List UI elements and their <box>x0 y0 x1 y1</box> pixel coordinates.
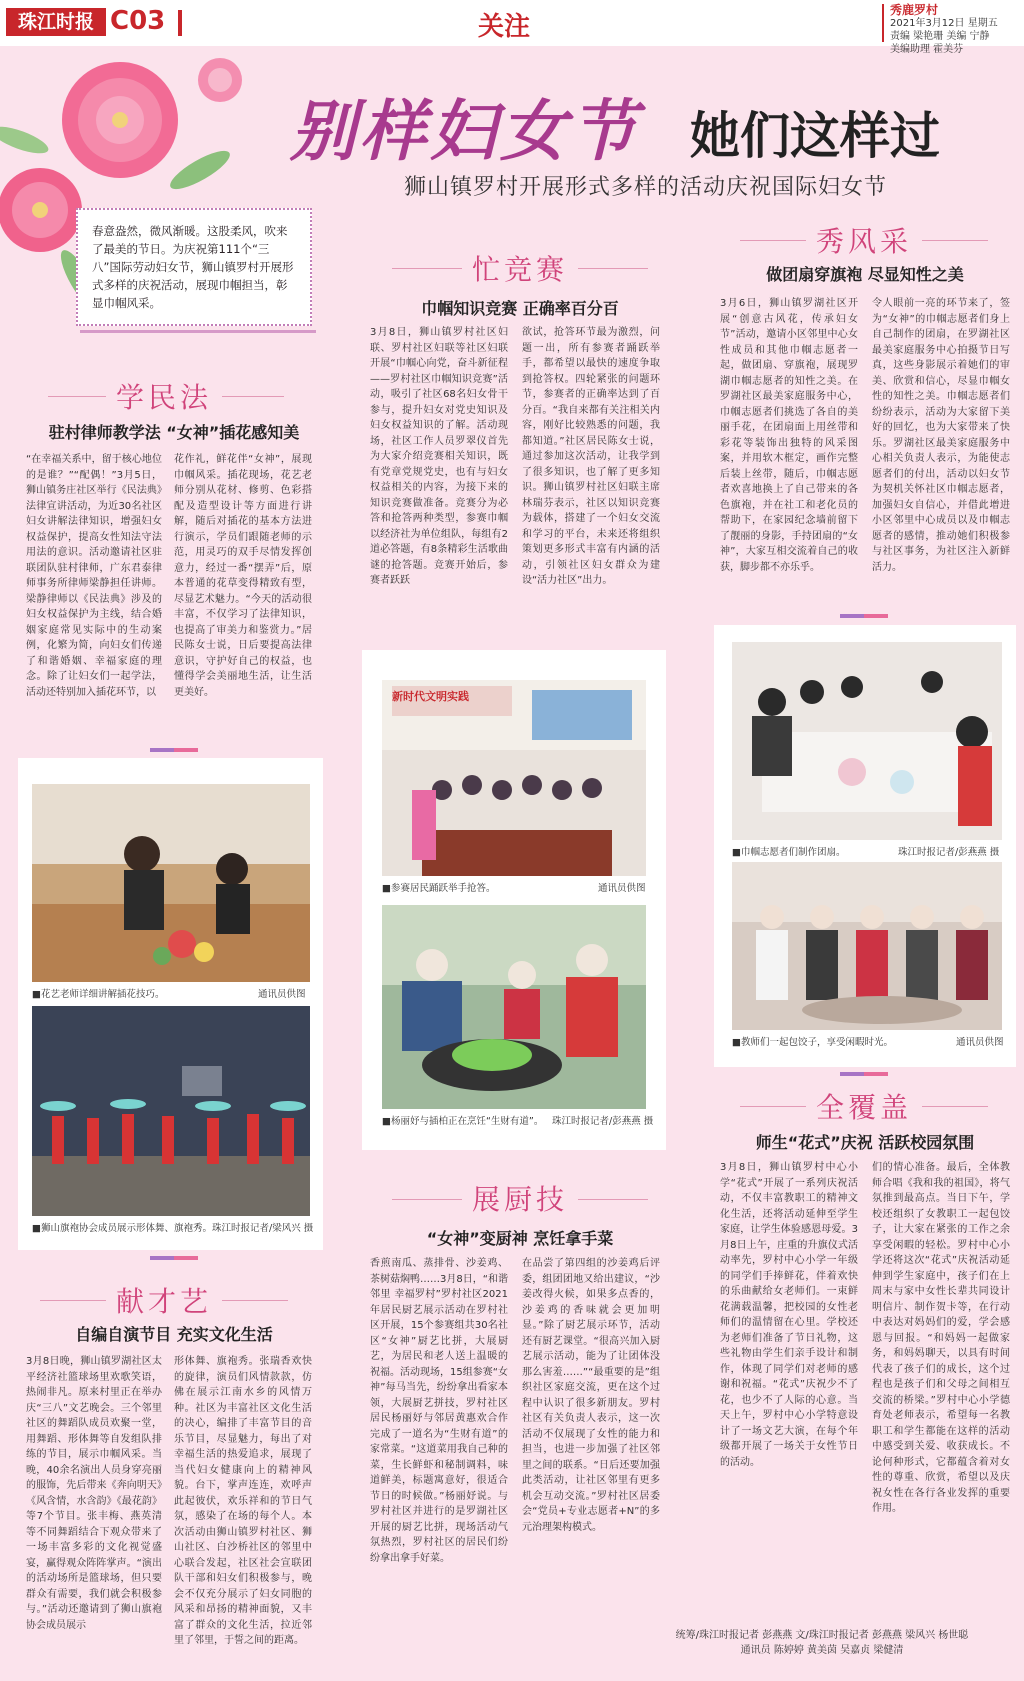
photo-caption: ■教师们一起包饺子，享受闲暇时光。 <box>732 1037 893 1048</box>
dumpling-photo <box>732 862 1002 1030</box>
photo-image <box>382 905 646 1109</box>
publish-date: 2021年3月12日 星期五 <box>890 18 998 29</box>
article-column: 3月6日，狮山镇罗湖社区开展“创意古风花，传承妇女节”活动，邀请小区邻里中心女性成员和其他巾帼志愿者一起，做团扇、穿旗袍，展现罗湖巾帼志愿者的知性之美。在罗湖社区最美家庭服务中心，巾帼志愿者们挑选了各自的美丽手花，在团扇面上用丝带和彩花等装饰出独特的风采图案，并用软木框定，画作完整后装上丝带，随后，巾帼志愿者欢喜地换上了自己带来的各色旗袍，并在社工和老化员的帮助下，在家园纪念墙前留下了靓丽的身影，手持团扇的“女神”，大家互相交流着自己的收获，脚步都不亦乐乎。 <box>720 298 858 573</box>
section-subtitle: 自编自演节目 充实文化生活 <box>75 1325 273 1344</box>
article-column: 形体舞、旗袍秀。张瑞香欢快的旋律，演员们风情款款，仿佛在展示江南水乡的风情万种。社区为丰富社区文化生活的决心，编排了丰富节目的音乐节目，尽显魅力，每出了对幸福生活的热爱追求，展现了当代妇女健康向上的精神风貌。台下，掌声连连，欢呼声此起彼伏，欢乐祥和的节日气氛，感染了在场的每个人。本次活动由狮山镇罗村社区、狮山社区、白沙桥社区的邻里中心联合发起，社区社会宣联团队干部和妇女们积极参与，晚会不仅充分展示了妇女同胞的风采和昂扬的精神面貌，又丰富了群众的文化生活，拉近邻里了邻里，于誓之间的距离。 <box>174 1356 312 1646</box>
title-rule <box>740 1106 806 1107</box>
article-column: 香煎南瓜、蒸排骨、沙姜鸡、茶树菇焖鸭……3月8日，“和谐邻里 幸福罗村”罗村社区2021年居民厨艺展示活动在罗村社区开展，15个参赛组共30名社区“女神”厨艺比拼，大展厨艺，为居民和老人送上温暖的祝福。活动现场，15组参赛“女神”每马当先，纷纷拿出看家本领，大展厨艺拼技，罗村社区居民杨丽妤与邻居黄惠欢合作完成了一道名为“生财有道”的家常菜。“这道菜用我自己种的菜，生长鲜虾和秘制调料，味道鲜美，标题寓意好，很适合节日的时候做。”杨丽妤说。与罗村社区并进行的是罗湖社区开展的厨艺比拼，现场活动气氛热烈，罗村社区的居民们纷纷拿出拿手好菜。 <box>370 1258 508 1564</box>
section-subtitle: 师生“花式”庆祝 活跃校园氛围 <box>755 1133 975 1152</box>
section-title: 学民法 <box>115 381 212 414</box>
page-credits <box>672 1628 972 1658</box>
photo-caption: ■狮山旗袍协会成员展示形体舞、旗袍秀。 <box>32 1223 212 1234</box>
credit-line: 通讯员 陈婷婷 黄美茵 吴嘉贞 梁健清 <box>740 1645 904 1656</box>
divider <box>882 4 884 42</box>
section-subtitle: 做团扇穿旗袍 尽显知性之美 <box>766 265 964 284</box>
editor-credit: 责编 梁艳珊 美编 宁静 <box>890 31 990 42</box>
flower-icon <box>198 58 242 102</box>
photo-credit: 珠江时报记者/彭燕燕 摄 <box>898 847 1000 858</box>
decorative-tag <box>150 748 198 752</box>
section-title: 献才艺 <box>115 1285 212 1318</box>
title-rule <box>740 240 806 241</box>
section-title: 展厨技 <box>471 1183 568 1216</box>
page-meta <box>890 4 998 56</box>
title-rule <box>222 396 284 397</box>
section-title: 秀风采 <box>815 225 912 258</box>
photo-image <box>32 784 310 982</box>
qipao-dance-photo <box>32 1006 310 1216</box>
section-title: 全覆盖 <box>815 1091 912 1124</box>
credit-line: 统筹/珠江时报记者 彭燕燕 文/珠江时报记者 彭燕燕 梁风兴 杨世聪 <box>675 1630 969 1641</box>
headline-sub: 她们这样过 <box>690 106 940 165</box>
title-rule <box>392 268 462 269</box>
article-column: “在幸福关系中，留于核心地位的是谁？”“配偶！”3月5日，狮山镇务庄社区举行《民法典》法律宣讲活动，为近30名社区妇女讲解法律知识，增强妇女权益保护，提高女性知法守法用法的意识。活动邀请社区驻联团队驻村律师，广东君泰律师事务所律师梁静担任讲师。梁静律师以《民法典》涉及的妇女权益保护为主线，结合婚姻家庭常见实际中的生动案例，化繁为简，向妇女们传递了和谐婚姻、幸福家庭的理念。除了让妇女们一起学法，活动还特别加入插花环节，以 <box>26 454 162 698</box>
divider <box>178 10 182 36</box>
photo-caption: ■参赛居民踊跃举手抢答。 <box>382 883 496 894</box>
section-subtitle: “女神”变厨神 烹饪拿手菜 <box>426 1229 614 1248</box>
decorative-tag <box>840 1072 888 1076</box>
article-column: 3月8日，狮山镇罗村中心小学“花式”开展了一系列庆祝活动，不仅丰富教职工的精神文化生活，还将活动延伸至学生家庭，让学生体验感恩母爱。3月8日上午，庄重的升旗仪式活动率先，罗村中心小学一年级的同学们手捧鲜花，伴着欢快的乐曲献给女老师们。一束鲜花满载温馨，把校园的女性老师们的温情留在心里。学校还为老师们准备了节日礼物，这些礼物由学生们亲手设计和制作，体现了同学们对老师的感谢和祝福。“花式”庆祝少不了花，也少不了人际的心意。当天上午，罗村中心小学特意设计了一场文艺大演，在每个年级都开展了一场关于女性节日的活动。 <box>720 1162 858 1468</box>
flower-arranging-photo <box>32 784 310 982</box>
section-label: 关注 <box>478 12 531 42</box>
photo-caption: ■巾帼志愿者们制作团扇。 <box>732 847 846 858</box>
article-column: 花作礼，鲜花伴“女神”，展现巾帼风采。插花现场，花艺老师分别从花材、修剪、色彩搭配及造型设计等方面进行讲解，随后对插花的基本方法进行演示，学员们跟随老师的示范，用灵巧的双手尽情发挥创意力，经过一番“摆弄”后，原本普通的花草变得精致有型，尽显艺术魅力。“今天的活动很丰富，不仅学习了法律知识，也提高了审美力和鉴赏力。”居民陈女士说，日后要提高法律意识，守护好自己的权益，也懂得学会美丽地生活，让生活更美好。 <box>174 454 312 698</box>
article-column: 3月8日，狮山镇罗村社区妇联、罗村社区妇联等社区妇联开展“巾帼心向党，奋斗新征程——罗村社区巾帼知识竞赛”活动，吸引了社区68名妇女骨干参与，提升妇女对党史知识及妇女权益知识的了解。活动现场，社区工作人员罗翠仪首先为大家介绍竞赛相关知识，既有党章党规党史，也有与妇女权益相关的内容，为接下来的知识竞赛做准备。竞赛分为必答和抢答两种类型，参赛巾帼以经济社为单位组队，每组有2道必答题，有8条精彩生活歌曲谜的抢答题。竞赛开始后，参赛者跃跃 <box>370 327 508 586</box>
photo-caption: ■杨丽妤与插柏正在烹饪“生财有道”。 <box>382 1116 544 1127</box>
title-rule <box>922 1106 988 1107</box>
decorative-tag <box>840 614 888 618</box>
flower-icon <box>62 62 178 178</box>
flower-icon <box>0 168 82 252</box>
photo-credit: 珠江时报记者/梁风兴 摄 <box>212 1223 314 1234</box>
photo-image <box>732 642 1002 840</box>
headline-deck: 狮山镇罗村开展形式多样的活动庆祝国际妇女节 <box>404 175 888 200</box>
title-rule <box>578 268 648 269</box>
quiz-photo <box>382 680 646 876</box>
headline-main: 别样妇女节 <box>290 92 640 170</box>
photo-credit: 通讯员供图 <box>258 989 306 1000</box>
title-rule <box>392 1199 462 1200</box>
title-rule <box>922 240 988 241</box>
title-rule <box>578 1199 648 1200</box>
photo-image <box>32 1006 310 1216</box>
section-subtitle: 驻村律师教学法 “女神”插花感知美 <box>48 423 300 442</box>
decorative-tag <box>150 1256 198 1260</box>
section-subtitle: 巾帼知识竞赛 正确率百分百 <box>421 299 619 318</box>
intro-box: 春意盎然，微风渐暖。这股柔风，吹来了最美的节日。为庆祝第111个“三八”国际劳动妇女节，狮山镇罗村开展形式多样的庆祝活动，展现巾帼担当，彰显巾帼风采。 <box>76 208 312 326</box>
title-rule <box>48 396 106 397</box>
article-column: 欲试，抢答环节最为激烈，问题一出，所有参赛者踊跃举手，都希望以最快的速度争取到抢答权。四轮紧张的问题环节，参赛者的正确率达到了百分百。“我自来都有关注相关内容，刚好比较熟悉的问题，我都知道。”社区居民陈女士说，通过参加这次活动，让我学到了很多知识，也了解了更多知识。狮山镇罗村社区妇联主席林瑞芬表示，社区以知识竞赛为载体，搭建了一个妇女交流和学习的平台，未来还将组织策划更多形式丰富有内涵的活动，引领社区妇女群众为建设“活力社区”出力。 <box>522 327 660 586</box>
photo-credit: 通讯员供图 <box>598 883 646 894</box>
banner-text: 新时代文明实践 <box>392 690 469 703</box>
photo-credit: 通讯员供图 <box>956 1037 1004 1048</box>
article-column: 令人眼前一亮的环节来了，签为“女神”的巾帼志愿者们身上自己制作的团扇，在罗湖社区最美家庭服务中心拍摄节日写真，这些身影展示着她们的审美、欣赏和信心，尽显巾帼女性的知性之美。巾帼志愿者们纷纷表示，活动为大家留下美好的回忆，也为大家带来了快乐。罗湖社区最美家庭服务中心相关负责人表示，为能使志愿者们的付出，活动以妇女节为契机关怀社区巾帼志愿者，加强妇女自信心，并借此增进小区邻里中心成员以及巾帼志愿者的感情，推动她们积极参与社区事务，为社区注入新鲜活力。 <box>872 298 1010 573</box>
article-column: 们的情心准备。最后，全体教师合唱《我和我的祖国》，将气氛推到最高点。当日下午，学校还组织了女教职工一起包饺子，让大家在紧张的工作之余享受闲暇的轻松。罗村中心小学还将这次“花式”庆祝活动延伸到学生家庭中，孩子们在上周末与家中女性长辈共同设计明信片、制作贺卡等，在行动中表达对妈妈们的爱，学会感恩与回报。“和妈妈一起做家务，和妈妈聊天，以具有时间代表了孩子们的成长，这个过程也是孩子们和父母之间相互交流的桥梁。”罗村中心小学德育处老师表示，希望每一名教职工和学生都能在这样的活动中感受到关爱、收获成长。不论何种形式，它都蕴含着对女性的尊重、欣赏，希望以及庆祝女性在各行各业发挥的重要作用。 <box>872 1162 1010 1514</box>
brand-label: 秀鹿罗村 <box>890 3 939 17</box>
photo-image <box>732 862 1002 1030</box>
photo-image <box>382 680 646 876</box>
fan-making-photo <box>732 642 1002 840</box>
section-title: 忙竞赛 <box>471 253 568 286</box>
decorative-bar <box>80 330 316 333</box>
paper-logo: 珠江时报 <box>6 8 106 36</box>
title-rule <box>222 1300 288 1301</box>
article-column: 3月8日晚，狮山镇罗湖社区太平经济社篮球场里欢歌笑语，热闹非凡。原来村里正在举办庆“三八”文艺晚会。三个邻里社区的舞蹈队成员欢聚一堂，用舞蹈、形体舞等自发组队排练的节目，展示巾帼风采。当晚，40余名演出人员身穿亮丽的服饰，先后带来《奔向明天》《风含情，水含韵》《最花韵》等7个节目。张丰梅、燕英清等不同舞蹈结合下观众带来了一场丰富多彩的文化视觉盛宴，赢得观众阵阵掌声。“演出的活动场所是篮球场，但只要群众有需要，我们就会积极参与。”活动还邀请到了狮山旗袍协会成员展示 <box>26 1356 162 1631</box>
page-number: C03 <box>110 6 166 36</box>
article-column: 在品尝了第四组的沙姜鸡后评委，组团团地又给出建议，“沙姜改得火候，如果多点香的，沙姜鸡的香味就会更加明显。”除了厨艺展示环节，活动还有厨艺课堂。“很高兴加入厨艺展示活动，能为了让团体没那么害羞……”“最重要的是”组织社区家庭交流，更在这个过程中认识了很多新朋友。罗村社区有关负责人表示，这一次活动不仅展现了女性的能力和担当，也进一步加强了社区邻里之间的联系。“日后还要加强此类活动，让社区邻里有更多机会互动交流。”罗村社区居委会“党员+专业志愿者+N”的多元治理架构模式。 <box>522 1258 660 1533</box>
photo-credit: 珠江时报记者/彭燕燕 摄 <box>552 1116 654 1127</box>
title-rule <box>40 1300 106 1301</box>
photo-caption: ■花艺老师详细讲解插花技巧。 <box>32 989 165 1000</box>
assistant-credit: 美编助理 霍美芬 <box>890 44 964 55</box>
cooking-photo <box>382 905 646 1109</box>
